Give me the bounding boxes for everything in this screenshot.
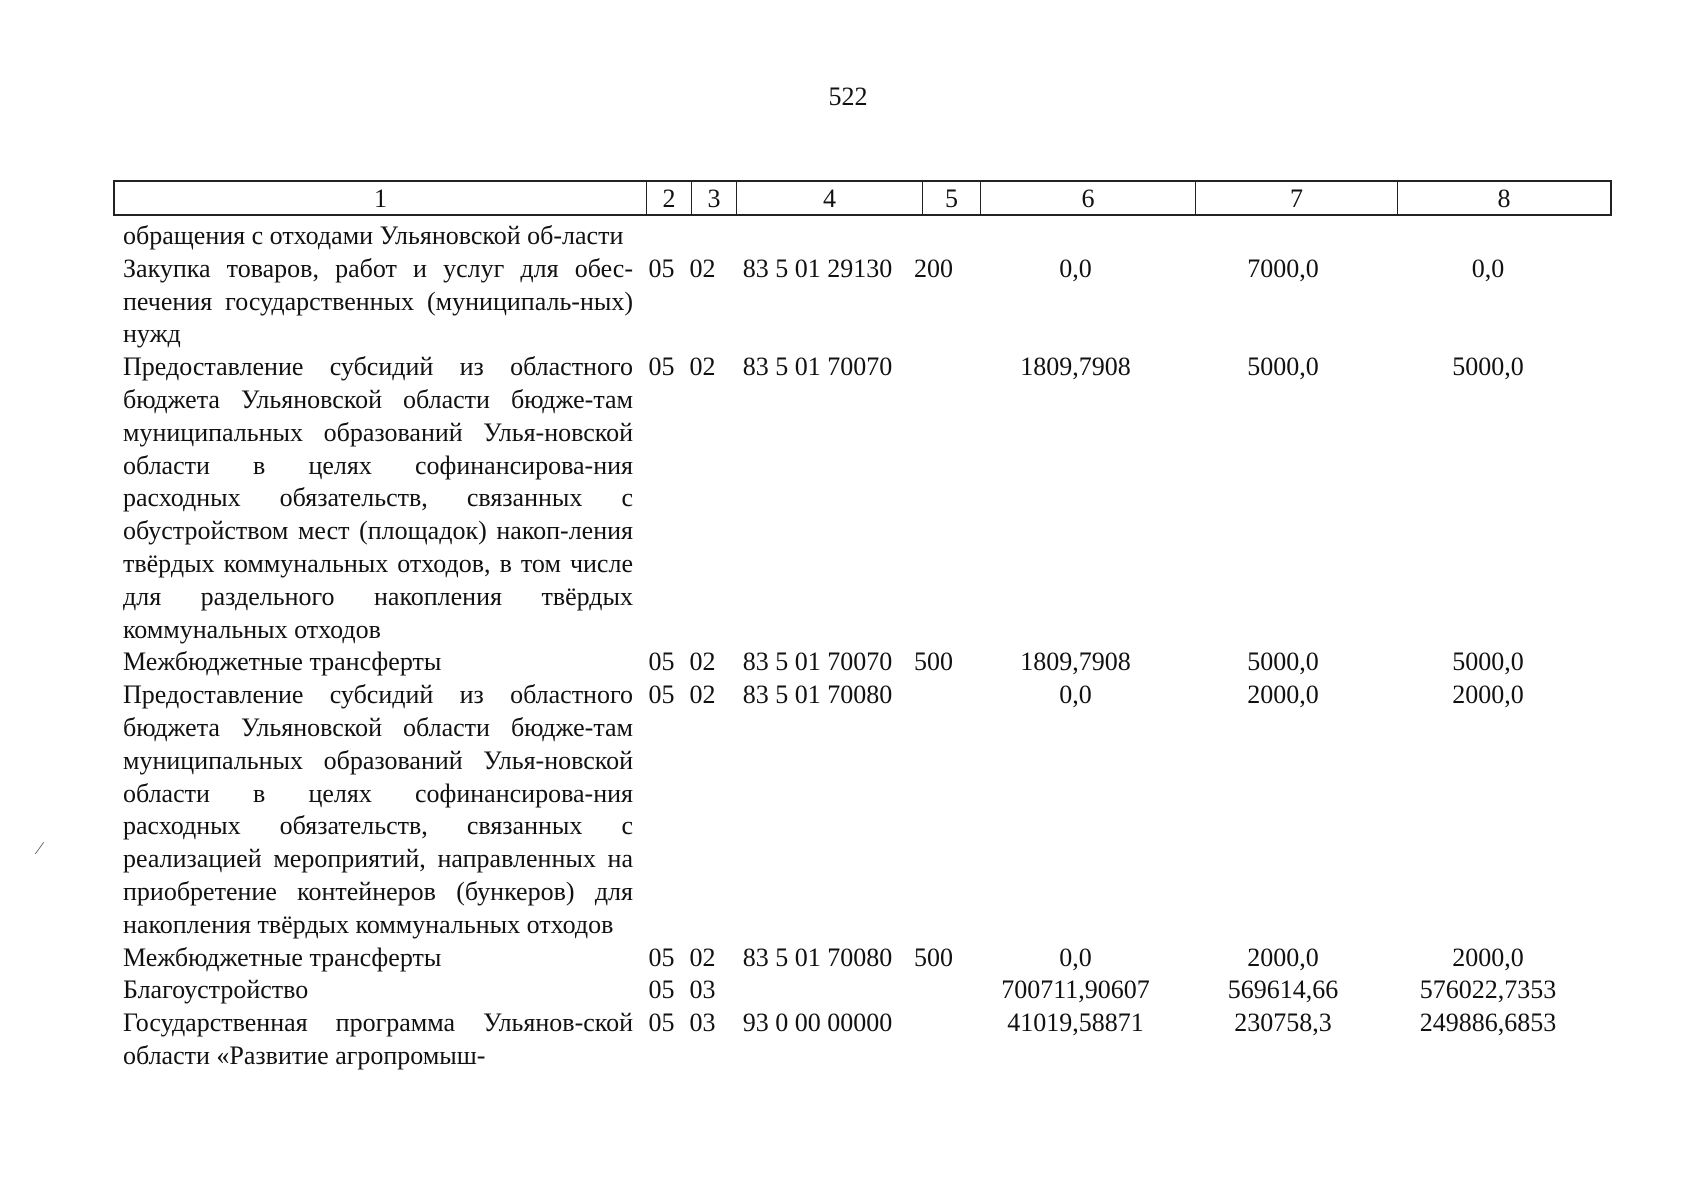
table-row — [113, 253, 1603, 351]
header-col-5: 5 — [923, 182, 981, 214]
row-expense-type: 200 — [914, 253, 953, 283]
row-value-col6: 700711,90607 — [1001, 975, 1150, 1005]
row-value-col7: 230758,3 — [1234, 1008, 1332, 1038]
header-col-1: 1 — [115, 182, 647, 214]
row-value-col8: 2000,0 — [1452, 680, 1524, 710]
row-value-col7: 5000,0 — [1247, 352, 1319, 382]
row-name: Государственная программа Ульянов-ской области «Развитие агропромыш- — [123, 1008, 633, 1070]
row-subsection: 02 — [689, 352, 716, 382]
row-subsection: 02 — [689, 680, 716, 710]
row-value-col8: 5000,0 — [1452, 647, 1524, 677]
header-col-2: 2 — [647, 182, 692, 214]
table-row — [113, 679, 1603, 941]
row-name: обращения с отходами Ульяновской об-ласти — [123, 221, 624, 250]
row-name: Межбюджетные трансферты — [123, 647, 442, 677]
row-section: 05 — [648, 352, 675, 382]
row-subsection: 02 — [689, 942, 716, 972]
row-target-code: 83 5 01 70080 — [742, 680, 893, 710]
row-name: Закупка товаров, работ и услуг для обес-печения государственных (муниципаль-ных) нужд — [123, 253, 633, 349]
row-target-code: 83 5 01 70070 — [742, 352, 893, 382]
table-row — [113, 1007, 1603, 1073]
header-col-7: 7 — [1196, 182, 1398, 214]
row-value-col6: 1809,7908 — [1020, 352, 1131, 382]
row-subsection: 03 — [689, 975, 716, 1005]
row-value-col7: 5000,0 — [1247, 647, 1319, 677]
row-target-code: 93 0 00 00000 — [742, 1008, 893, 1038]
row-section: 05 — [648, 942, 675, 972]
row-value-col6: 0,0 — [1059, 253, 1092, 283]
table-row — [113, 974, 1603, 1007]
header-col-3: 3 — [692, 182, 737, 214]
scan-speck: ∕ — [38, 838, 42, 858]
row-value-col6: 41019,58871 — [1007, 1008, 1144, 1038]
row-subsection: 03 — [689, 1008, 716, 1038]
row-value-col8: 2000,0 — [1452, 942, 1524, 972]
row-value-col6: 1809,7908 — [1020, 647, 1131, 677]
row-expense-type: 500 — [914, 647, 953, 677]
row-name: Благоустройство — [123, 975, 309, 1005]
row-value-col8: 5000,0 — [1452, 352, 1524, 382]
row-name: Межбюджетные трансферты — [123, 942, 442, 972]
header-col-8: 8 — [1497, 184, 1511, 213]
row-section: 05 — [648, 975, 675, 1005]
table-header — [113, 180, 1612, 216]
page-number: 522 — [828, 82, 868, 111]
table-row — [113, 351, 1603, 646]
header-col-4: 4 — [737, 182, 923, 214]
row-section: 05 — [648, 647, 675, 677]
table-row — [113, 646, 1603, 679]
row-target-code: 83 5 01 70070 — [742, 647, 893, 677]
row-value-col8: 249886,6853 — [1419, 1008, 1557, 1038]
row-name: Предоставление субсидий из областного бюджета Ульяновской области бюдже-там муниципальных образований Улья-новской области в целях софинансирова-ния расходных обязательств, связанных с реализацией мероприятий, направленных на приобретение контейнеров (бункеров) для накопления твёрдых коммунальных отходов — [123, 680, 633, 939]
row-value-col7: 569614,66 — [1227, 975, 1339, 1005]
row-section: 05 — [648, 253, 675, 283]
row-target-code: 83 5 01 29130 — [742, 253, 893, 283]
row-value-col7: 7000,0 — [1247, 253, 1319, 283]
row-value-col7: 2000,0 — [1247, 942, 1319, 972]
row-name: Предоставление субсидий из областного бюджета Ульяновской области бюдже-там муниципальных образований Улья-новской области в целях софинансирова-ния расходных обязательств, связанных с обустройством мест (площадок) накоп-ления твёрдых коммунальных отходов, в том числе для раздельного накопления твёрдых коммунальных отходов — [123, 352, 633, 644]
table-row — [113, 942, 1603, 975]
row-value-col8: 0,0 — [1471, 253, 1505, 283]
row-value-col6: 0,0 — [1059, 942, 1092, 972]
row-section: 05 — [648, 680, 675, 710]
row-expense-type: 500 — [914, 942, 953, 972]
row-target-code: 83 5 01 70080 — [742, 942, 893, 972]
row-value-col8: 576022,7353 — [1419, 975, 1557, 1005]
row-value-col6: 0,0 — [1059, 680, 1092, 710]
table-body — [113, 220, 1603, 1073]
row-value-col7: 2000,0 — [1247, 680, 1319, 710]
row-subsection: 02 — [689, 253, 716, 283]
table-row — [113, 220, 1603, 253]
row-subsection: 02 — [689, 647, 716, 677]
header-col-6: 6 — [981, 182, 1196, 214]
row-section: 05 — [648, 1008, 675, 1038]
